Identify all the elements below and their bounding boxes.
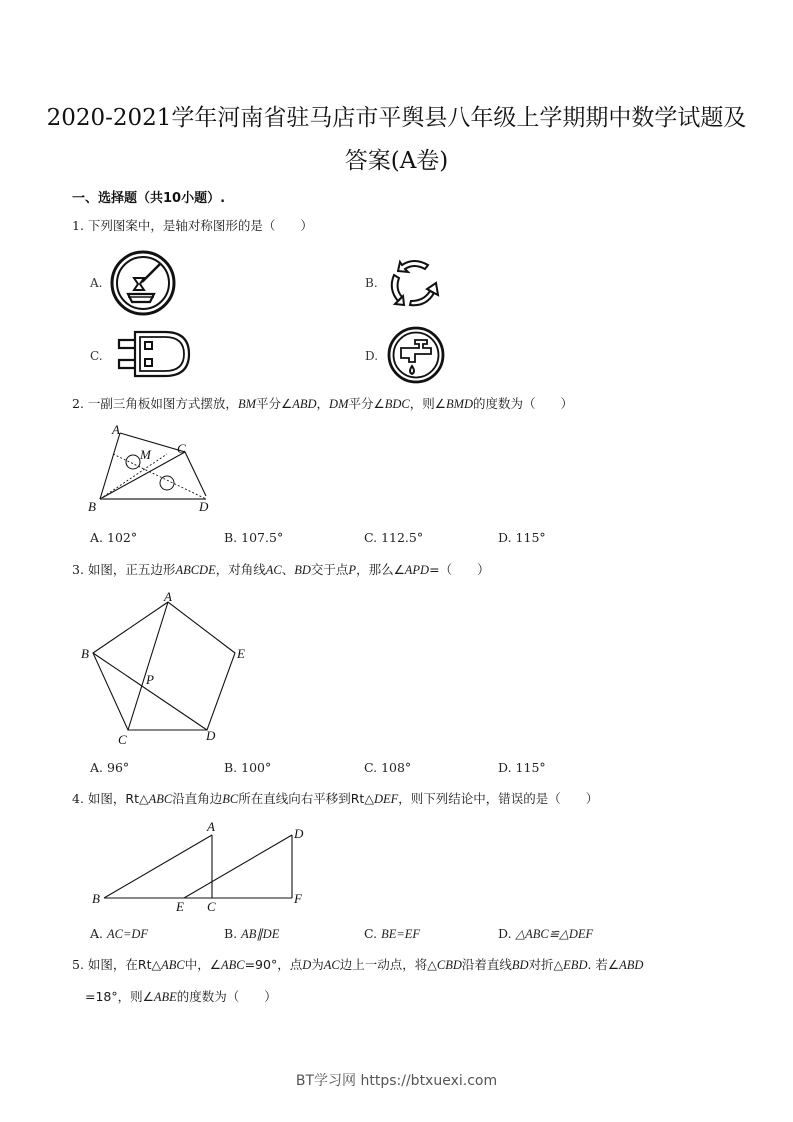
triangle-rulers-figure <box>85 422 225 517</box>
question-number: 3. <box>72 562 84 577</box>
point-label-a: A <box>164 589 172 604</box>
question-3 <box>72 561 490 579</box>
option-label: C. <box>364 530 378 545</box>
question-text: . 若∠ <box>587 957 620 972</box>
option-label: A. <box>90 760 104 775</box>
point-label-d: D <box>206 728 216 743</box>
option-a <box>90 926 148 942</box>
math-term: CBD <box>436 958 462 972</box>
option-label: B. <box>224 530 238 545</box>
math-term: BD <box>511 958 529 972</box>
option-value: 96° <box>107 760 130 775</box>
question-text: 、 <box>281 562 295 577</box>
question-text: 平分∠ <box>348 396 385 411</box>
question-text: 中，∠ <box>184 957 221 972</box>
question-text: 交于点 <box>310 562 349 577</box>
question-number: 5. <box>72 957 84 972</box>
option-label: A. <box>90 530 104 545</box>
point-label-c: C <box>118 732 127 747</box>
option-value: AC=DF <box>107 927 149 941</box>
option-label: D. <box>498 926 512 941</box>
point-label-c: C <box>177 441 186 456</box>
question-text: =90°，点 <box>244 957 303 972</box>
math-term: BDC <box>384 397 410 411</box>
question-text: ，对角线 <box>215 562 266 577</box>
point-label-e: E <box>176 899 184 914</box>
point-label-e: E <box>237 646 245 661</box>
math-term: D <box>302 958 312 972</box>
option-label: A. <box>90 926 104 941</box>
option-label-c: C. <box>90 349 103 363</box>
no-boat-sign-icon <box>110 250 176 316</box>
point-label-d: D <box>294 826 304 841</box>
option-d <box>498 760 546 775</box>
point-label-a: A <box>112 422 120 437</box>
math-term: ABD <box>619 958 644 972</box>
option-label: B. <box>224 926 238 941</box>
option-label-a: A. <box>90 276 103 290</box>
option-label: C. <box>364 760 378 775</box>
document-title-line1: 2020-2021学年河南省驻马店市平舆县八年级上学期期中数学试题及 <box>46 105 747 131</box>
question-text: =（ ） <box>429 562 490 577</box>
option-value: 115° <box>515 530 546 545</box>
option-c <box>364 760 411 775</box>
point-label-b: B <box>81 646 89 661</box>
question-5-line2 <box>85 988 277 1006</box>
question-4 <box>72 790 598 808</box>
math-term: ABC <box>220 958 245 972</box>
math-term: AC <box>323 958 340 972</box>
option-value: △ABC≌△DEF <box>515 927 594 941</box>
option-value: 102° <box>107 530 138 545</box>
math-term: DEF <box>373 792 399 806</box>
option-a <box>90 760 129 775</box>
question-text: ，则∠ <box>409 396 446 411</box>
question-2 <box>72 395 573 413</box>
point-label-b: B <box>88 499 96 514</box>
question-text: =18°，则∠ <box>85 989 154 1004</box>
option-value: 108° <box>381 760 412 775</box>
math-term: AC <box>265 563 282 577</box>
question-number: 2. <box>72 396 84 411</box>
option-b <box>224 530 283 545</box>
question-text: ， <box>316 396 330 411</box>
question-text: 下列图案中，是轴对称图形的是（ ） <box>87 218 313 233</box>
option-label: C. <box>364 926 378 941</box>
translated-triangles-figure <box>90 818 320 918</box>
math-term: BMD <box>445 397 474 411</box>
question-text: 的度数为（ ） <box>176 989 277 1004</box>
option-b <box>224 926 279 942</box>
question-text: 所在直线向右平移到Rt△ <box>238 791 374 806</box>
question-text: 平分∠ <box>256 396 293 411</box>
question-number: 1. <box>72 218 84 233</box>
question-text: 边上一动点，将△ <box>339 957 437 972</box>
option-value: BE=EF <box>381 927 421 941</box>
point-label-b: B <box>92 891 100 906</box>
question-text: 的度数为（ ） <box>473 396 574 411</box>
option-label: D. <box>498 760 512 775</box>
option-label-b: B. <box>365 276 378 290</box>
point-label-f: F <box>294 891 302 906</box>
document-title-line2: 答案(A卷) <box>344 148 449 174</box>
footer-watermark: BT学习网 https://btxuexi.com <box>295 1073 498 1089</box>
question-text: 沿直角边 <box>172 791 223 806</box>
point-label-d: D <box>199 499 209 514</box>
math-term: DM <box>329 397 349 411</box>
water-tap-icon <box>387 326 445 384</box>
math-term: BC <box>222 792 239 806</box>
option-value: 107.5° <box>241 530 284 545</box>
math-term: ABC <box>148 792 173 806</box>
option-value: AB∥DE <box>241 927 280 941</box>
option-b <box>224 760 271 775</box>
question-text: 如图，在Rt△ <box>87 957 162 972</box>
option-value: 100° <box>241 760 272 775</box>
question-text: 如图，Rt△ <box>87 791 149 806</box>
question-1 <box>72 217 313 235</box>
point-label-p: P <box>146 672 154 687</box>
option-d <box>498 926 593 942</box>
math-term: EBD <box>563 958 588 972</box>
option-c <box>364 530 423 545</box>
option-label: B. <box>224 760 238 775</box>
question-text: 对折△ <box>528 957 564 972</box>
question-text: ，则下列结论中，错误的是（ ） <box>398 791 599 806</box>
math-term: ABC <box>161 958 185 972</box>
question-number: 4. <box>72 791 84 806</box>
question-5-line1 <box>72 956 643 974</box>
point-label-m: M <box>140 447 151 462</box>
math-term: ABD <box>292 397 317 411</box>
point-label-c: C <box>207 899 216 914</box>
math-term: APD <box>404 563 430 577</box>
question-text: ，那么∠ <box>356 562 405 577</box>
option-value: 115° <box>515 760 546 775</box>
math-term: BM <box>237 397 256 411</box>
option-a <box>90 530 137 545</box>
question-text: 沿着直线 <box>461 957 512 972</box>
math-term: ABCDE <box>175 563 216 577</box>
power-plug-icon <box>115 328 193 380</box>
question-text: 如图，正五边形 <box>87 562 176 577</box>
option-value: 112.5° <box>381 530 424 545</box>
pentagon-figure <box>81 588 255 748</box>
math-term: BD <box>294 563 311 577</box>
recycle-arrows-icon <box>386 255 442 311</box>
section-heading: 一、选择题（共10小题）. <box>72 191 226 206</box>
option-c <box>364 926 420 942</box>
question-text: 一副三角板如图方式摆放， <box>87 396 238 411</box>
option-label-d: D. <box>365 349 379 363</box>
option-d <box>498 530 546 545</box>
question-text: 为 <box>311 957 324 972</box>
math-term: P <box>348 563 357 577</box>
option-label: D. <box>498 530 512 545</box>
point-label-a: A <box>207 819 215 834</box>
math-term: ABE <box>153 990 177 1004</box>
